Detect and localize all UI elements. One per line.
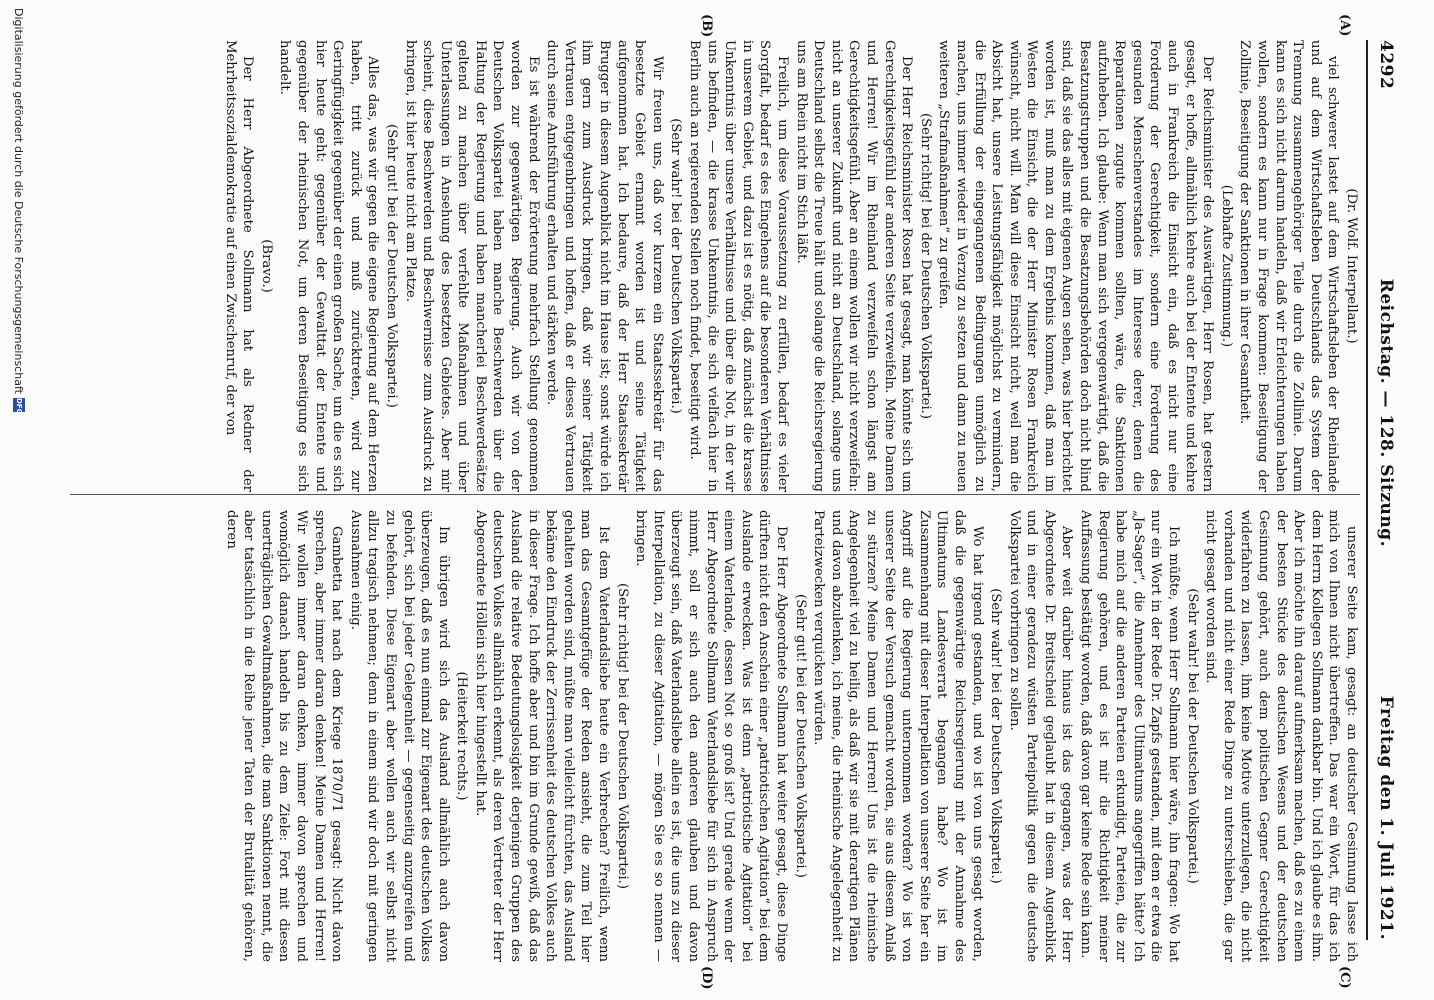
right-text-column — [70, 510, 1360, 962]
page-number: 4292 — [1376, 40, 1396, 90]
digitization-credit — [10, 8, 28, 992]
paragraph: Gambetta hat nach dem Kriege 1870/71 gesagt: Nicht davon sprechen, aber immer daran denken! Meine Damen und Herren! Wir wollen immer daran denken, immer davon sprechen und womöglich danach handeln bis zu dem Ziele: Fort mit diesen unerträglichen Gewaltmaßnahmen, die man Sanktionen nennt, die aber tatsächlich in die Reihe jener Taten der Brutalität gehören, deren — [223, 510, 345, 962]
paragraph: Der Herr Reichsminister Rosen hat gesagt, man könnte sich um Gerechtigkeitsgefühl der anderen Seite verzweifeln. Meine Damen und Herren! Wir im Rheinland verzweifeln schon längst am Gerechtigkeitsgefühl. Aber an einem wollen wir nicht verzweifeln: nicht an unserer Zukunft und nicht an Deutschland, solange uns Deutschland selbst die Treue hält und solange die Reichsregierung uns am Rhein nicht im Stich läßt. — [793, 40, 915, 492]
paragraph: Alles das, was wir gegen die eigene Regierung auf dem Herzen haben, tritt zurück und muß zurücktreten, wird zur Geringfügigkeit gegenüber der einen großen Sache, um die es sich hier heute geht: gegenüber der Gewalttat der Entente und gegenüber der rheinischen Not, um deren Beseitigung es sich handelt. — [277, 40, 381, 492]
paragraph: Der Herr Abgeordnete Sollmann hat weiter gesagt, diese Dinge dürften nicht den Anschein einer „patriotischen Agitation“ bei dem Auslande erwecken. Was ist denn „patriotische Agitation“ bei einem Vaterlande, dessen Not so groß ist? Und gerade wenn der Herr Abgeordnete Sollmann Vaterlandsliebe für sich in Anspruch nimmt, soll er sich auch den anderen glauben und davon überzeugt sein, daß Vaterlandsliebe allein es ist, die uns zu dieser Interpellation, zu dieser Agitation, — mögen Sie es so nennen — bringen. — [633, 510, 789, 962]
dfg-logo-icon: DFG — [15, 397, 23, 415]
interjection: (Sehr wahr! bei der Deutschen Volkspartei.) — [988, 588, 1004, 884]
paragraph: Wir freuen uns, daß vor kurzem ein Staatssekretär für das besetzte Gebiet ernannt worden ist und seine Tätigkeit aufgenommen hat. Ich bedaure, daß der Herr Staatssekretär Brugger in diesem Augenblick nicht im Hause ist; sonst würde ich ihm gern zum Ausdruck bringen, daß wir seiner Tätigkeit Vertrauen entgegenbringen und hoffen, daß er dieses Vertrauen durch seine Amtsführung erhalten und stärken werde. — [544, 40, 665, 492]
paragraph: Der Herr Abgeordnete Sollmann hat als Redner der Mehrheitssozialdemokratie auf einen Zwischenruf, der von — [222, 40, 256, 492]
paragraph: Ich müßte, wenn Herr Sollmann hier wäre, ihn fragen: Wo hat nur ein Wort in der Rede Dr. Zapfs gestanden, mit dem er etwa die „Ja-Sager“, die Annehmer des Ultimatums angegriffen hätte? Ich habe mich auf die anderen Parteien erkundigt, Parteien, die zur Regierung gehören, und es ist mir die Richtigkeit meiner Auffassung bestätigt worden, daß davon gar keine Rede sein kann. — [1078, 510, 1182, 962]
margin-marker-d: (D) — [699, 966, 714, 990]
margin-marker-a: (A) — [1337, 14, 1352, 37]
interjection: (Bravo.) — [258, 239, 274, 293]
paragraph: Es ist während der Erörterung mehrfach Stellung genommen worden zur gegenwärtigen Regierung. Auch wir von der Deutschen Volkspartei haben manche Beschwerden über die Haltung der Regierung und haben mancherlei Beschwerdesätze geltend zu machen über verfehlte Maßnahmen und über Unterlassungen in Ansehung des besetzten Gebietes. Aber mir scheint, diese Beschwerden und Beschwernisse zum Ausdruck zu bringen, ist hier heute nicht am Platze. — [402, 40, 541, 492]
paragraph: Freilich, um diese Voraussetzung zu erfüllen, bedarf es vieler Sorgfalt, bedarf es des Eingehens auf die besonderen Verhältnisse in unserem Gebiet, und dazu ist es nötig, daß zunächst die krasse Unkenntnis über unsere Verhältnisse und über die Not, in der wir uns befinden, — die krasse Unkenntnis, die sich vielfach hier in Berlin auch an regierenden Stellen noch findet, beseitigt wird. — [687, 40, 790, 492]
paragraph: unserer Seite kam, gesagt: an deutscher Gesinnung lasse ich mich von Ihnen nicht übertreffen. Das war ein Wort, für das ich dem Herrn Kollegen Sollmann dankbar bin. Und ich glaube es ihm. Aber ich möchte ihn darauf aufmerksam machen, daß es zu einem der besten Stücke des deutschen Wesens und der deutschen Gesinnung gehört, auch dem politischen Gegner Gerechtigkeit widerfahren zu lassen, ihm keine Motive unterzulegen, die nicht vorhanden und nicht einer Rede Dinge zu unterschieben, die gar nicht gesagt worden sind. — [1203, 510, 1359, 962]
interjection: (Sehr richtig! bei der Deutschen Volkspartei.) — [614, 582, 630, 890]
interjection: (Sehr gut! bei der Deutschen Volkspartei.) — [792, 594, 808, 878]
interjection: (Sehr wahr! bei der Deutschen Volkspartei.) — [668, 118, 684, 414]
paragraph: Ist dem Vaterlandsliebe heute ein Verbrechen? Freilich, wenn man das Gesamtgefüge der Reden ansieht, die zum Teil hier gehalten worden sind, müßte man vielleicht fürchten, das Ausland bekäme den Eindruck der Zerrissenheit des deutschen Volkes auch in dieser Frage. Ich hoffe aber und bin im Grunde gewiß, daß das Ausland die relative Bedeutungslosigkeit derjenigen Gruppen des deutschen Volkes allmählich erkennt, als deren Vertreter der Herr Abgeordnete Höllein sich hier hingestellt hat. — [472, 510, 612, 962]
paragraph: Wo hat irgend gestanden, und wo ist von uns gesagt worden, daß die gegenwärtige Reichsregierung mit der Annahme des Ultimatums Landesverrat begangen habe? Wo ist im Zusammenhang mit dieser Interpellation von unserer Seite her ein Angriff auf die Regierung unternommen worden? Wo ist von unserer Seite der Versuch gemacht worden, sie aus diesem Anlaß zu stürzen? Meine Damen und Herren! Uns ist die rheinische Angelegenheit viel zu heilig, als daß wir sie mit derartigen Plänen und davon abzulenken, ich meine, die rheinische Angelegenheit zu Parteizwecken verquicken würden. — [811, 510, 985, 962]
credit-text: Digitalisierung gefördert durch die Deutsche Forschungsgemeinschaft — [12, 8, 26, 394]
interjection: (Lebhafte Zustimmung.) — [1218, 184, 1234, 348]
interjection: (Sehr gut! bei der Deutschen Volkspartei.) — [383, 124, 399, 408]
interjection: (Heiterkeit rechts.) — [454, 671, 470, 801]
page-header — [1366, 40, 1404, 940]
paragraph: Der Reichsminister des Auswärtigen, Herr Rosen, hat gestern gesagt, er hoffe, allmählich kehre auch bei der Entente und kehre auch in Frankreich die Einsicht ein, daß es nicht nur eine Forderung der Gerechtigkeit, sondern eine Forderung des gesunden Menschenverstandes im Interesse derer, denen die Reparationen zugute kommen sollten, wäre, die Sanktionen aufzuheben. Ich glaube: Wenn man sich vergegenwärtigt, daß die Besatzungstruppen und die Besatzungsbehörden doch nicht blind sind, daß sie das alles mit eigenen Augen sehen, was hier berichtet worden ist, muß man zu dem Ergebnis kommen, daß man im Westen die Einsicht, die der Herr Minister Rosen Frankreich wünscht, nicht will. Man will diese Einsicht nicht, weil man die Absicht hat, unsere Leistungsfähigkeit möglichst zu vermindern, die Erfüllung der eingegangenen Bedingungen unmöglich zu machen, uns immer wieder in Verzug zu setzen und dann zu neuen weiteren „Strafmaßnahmen“ zu greifen. — [936, 40, 1216, 492]
paragraph: viel schwerer lastet auf dem Wirtschaftsleben der Rheinlande und auf dem Wirtschaftsleben Deutschlands das System der Trennung zusammengehöriger Teile durch die Zollinie. Darum kann es sich nicht darum handeln, daß wir Erleichterungen haben wollen, sondern es kann nur in Frage kommen: Beseitigung der Zollinie, Beseitigung der Sanktionen in ihrer Gesamtheit. — [1237, 40, 1341, 492]
margin-marker-c: (C) — [1337, 966, 1352, 989]
column-divider — [70, 494, 1360, 495]
interjection: (Sehr richtig! bei der Deutschen Volkspartei.) — [917, 112, 933, 420]
margin-marker-b: (B) — [699, 14, 714, 38]
paragraph: Aber weit darüber hinaus ist das gegangen, was der Herr Abgeordnete Dr. Breitscheid geglaubt hat in diesem Augenblick und in einer geradezu wüsten Parteipolitik gegen die deutsche Volkspartei vorbringen zu sollen. — [1006, 510, 1075, 962]
interjection: (Dr. Wolf. Interpellant.) — [1344, 188, 1359, 344]
left-text-column — [70, 40, 1360, 492]
paragraph: Im übrigen wird sich das Ausland allmählich auch davon überzeugen, daß es nun einmal zur Eigenart des deutschen Volkes gehört, sich bei jeder Gelegenheit — gegenseitig anzugreifen und zu befehden. Diese Eigenart aber wollen auch wir selbst nicht allzu tragisch nehmen; denn in einem sind wir doch mit geringen Ausnahmen einig. — [347, 510, 451, 962]
interjection: (Sehr wahr! bei der Deutschen Volkspartei.) — [1184, 588, 1200, 884]
session-date: Freitag den 1. Juli 1921. — [1376, 695, 1396, 940]
session-title: Reichstag. — 128. Sitzung. — [1376, 278, 1396, 547]
